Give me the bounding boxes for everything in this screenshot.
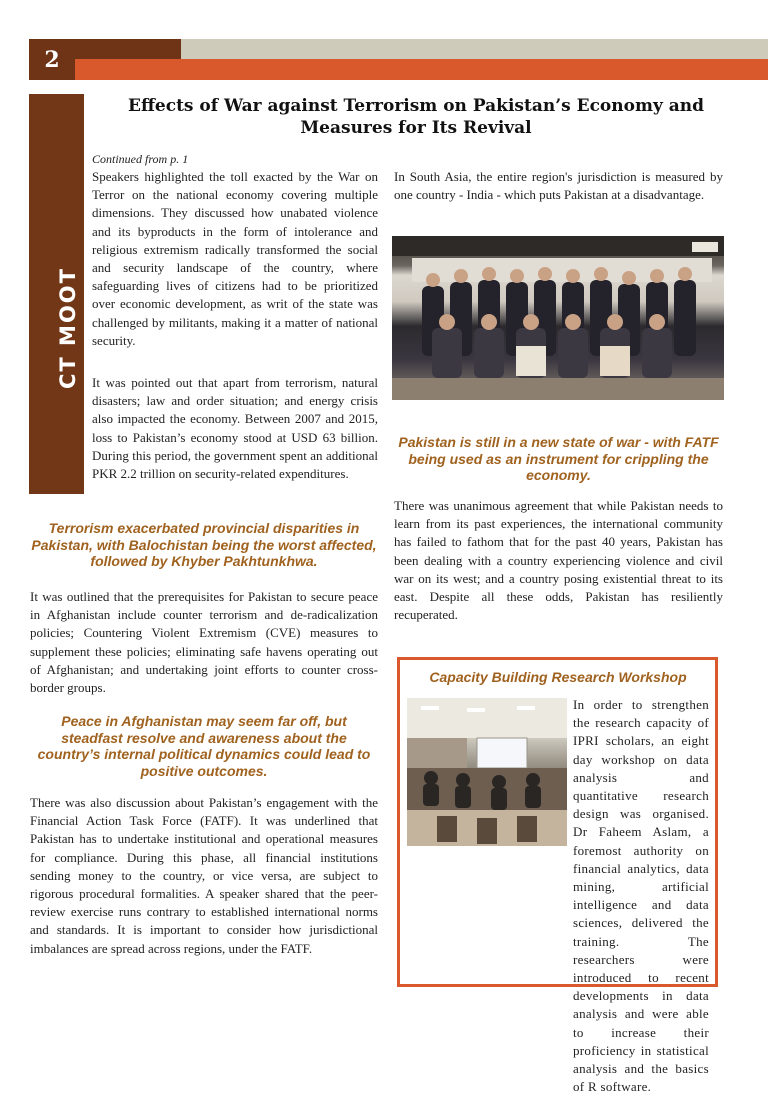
pull-quote-3: Pakistan is still in a new state of war - with FATF being used as an instrument for crippling the economy. [398, 434, 719, 483]
left-paragraph-3: It was outlined that the prerequisites for Pakistan to secure peace in Afghanistan include counter terrorism and de-radicalization policies; Countering Violent Extremism (CVE) measures to supplement these policies; eliminating safe havens operating out of Afghanistan; and undertaking joint efforts to counter cross-border groups. [30, 589, 378, 696]
right-paragraph-2: There was unanimous agreement that while Pakistan needs to learn from its past experiences, the international community has failed to fathom that for the past 40 years, Pakistan has been dealing with a country experiencing violence and civil war on its west; and a country posing existential threat to its east. Despite all these odds, Pakistan has resiliently recuperated. [394, 498, 723, 623]
group-photo [392, 236, 724, 400]
left-paragraph-2: It was pointed out that apart from terrorism, natural disasters; law and order situation; and energy crisis also impacted the economy. Between 2007 and 2015, loss to Pakistan’s economy stood at USD 63 billion. During this period, the government spent an additional PKR 2.2 trillion on security-related expenditures. [92, 375, 378, 482]
section-tab-label: CT MOOT [56, 267, 80, 389]
header-band-orange [29, 59, 768, 80]
workshop-photo-scene [407, 698, 567, 846]
article-title: Effects of War against Terrorism on Pakistan’s Economy and Measures for Its Revival [127, 96, 705, 138]
left-paragraph-1: Speakers highlighted the toll exacted by the War on Terror on the national economy covering multiple dimensions. They discussed how unabated violence and its byproducts in the form of intolerance and religious extremism radically transformed the social and security landscape of the country, where safeguarding lives of citizens had to be prioritized over economic development, as writ of the state was challenged by militants, making it a matter of national security. [92, 169, 378, 348]
section-tab [29, 94, 84, 494]
pull-quote-1: Terrorism exacerbated provincial disparities in Pakistan, with Balochistan being the worst affected, followed by Khyber Pakhtunkhwa. [31, 520, 377, 569]
continued-note: Continued from p. 1 [92, 152, 189, 166]
workshop-text: In order to strengthen the research capacity of IPRI scholars, an eight day workshop on data analysis and quantitative research design was organised. Dr Faheem Aslam, a foremost authority on financial analytics, data mining, artificial intelligence and data sciences, delivered the training. The researchers were introduced to recent developments in data analysis and were able to increase their proficiency in statistical analysis and the basics of R software. [573, 697, 709, 1095]
page-number: 2 [29, 39, 75, 80]
header-band-grey [181, 39, 768, 59]
left-paragraph-4: There was also discussion about Pakistan’s engagement with the Financial Action Task Force (FATF). It was underlined that Pakistan has to undertake institutional and operational measures for compliance. During this phase, all financial institutions sending money to the country, or vice versa, are subject to rigorous procedural formalities. A speaker shared that the peer-review exercise runs contrary to established international norms and standards. It is important to consider how jurisdictional imbalances are spread across regions, under the FATF. [30, 795, 378, 956]
pull-quote-2: Peace in Afghanistan may seem far off, but steadfast resolve and awareness about the country’s internal political dynamics could lead to positive outcomes. [37, 713, 371, 779]
workshop-photo [407, 698, 567, 846]
right-paragraph-1: In South Asia, the entire region's jurisdiction is measured by one country - India - which puts Pakistan at a disadvantage. [394, 169, 723, 203]
group-photo-figures [392, 236, 724, 400]
workshop-box-title: Capacity Building Research Workshop [429, 669, 687, 685]
